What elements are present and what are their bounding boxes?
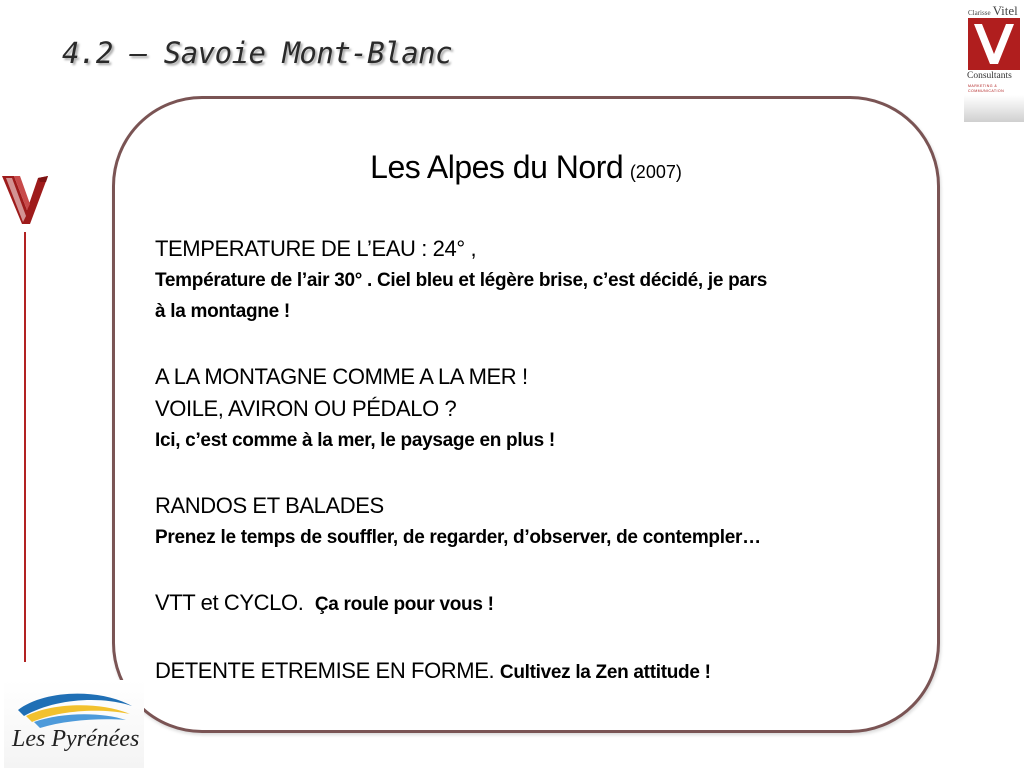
content-box [112, 96, 940, 733]
logo-last-name: Vitel [992, 3, 1018, 18]
les-pyrenees-logo-graphic [4, 680, 144, 768]
v-logo-icon [968, 18, 1020, 70]
mountain-sea-heading: A LA MONTAGNE COMME A LA MER ! [155, 364, 528, 389]
v-logo-icon [0, 172, 52, 228]
temperature-heading: TEMPERATURE DE L’EAU : 24° , [155, 236, 477, 261]
logo-tagline-line1: MARKETING & [968, 84, 998, 88]
bike-heading: VTT et CYCLO. [155, 590, 304, 615]
vitel-consultants-logo [964, 0, 1024, 122]
logo-tagline-line2: COMMUNICATION [968, 88, 1005, 93]
box-heading-title: Les Alpes du Nord [370, 149, 624, 185]
logo-tagline [968, 84, 1004, 93]
hike-text: Prenez le temps de souffler, de regarder, d’observer, de contempler… [155, 527, 761, 548]
logo-company-name: Consultants [967, 71, 1012, 81]
sail-heading: VOILE, AVIRON OU PÉDALO ? [155, 396, 457, 421]
box-heading [115, 149, 937, 186]
sail-text: Ici, c’est comme à la mer, le paysage en plus ! [155, 430, 555, 451]
hike-heading: RANDOS ET BALADES [155, 493, 384, 518]
temperature-text-line1: Température de l’air 30° . Ciel bleu et légère brise, c’est décidé, je pars [155, 270, 768, 291]
relax-heading: DETENTE ETREMISE EN FORME. [155, 658, 495, 683]
box-heading-year: (2007) [629, 162, 682, 182]
bike-line [155, 587, 915, 621]
box-body [155, 233, 915, 689]
slide-title: 4.2 – Savoie Mont-Blanc [62, 36, 453, 70]
temperature-text-line2: à la montagne ! [155, 301, 290, 322]
bike-text: Ça roule pour vous ! [314, 594, 494, 615]
relax-line [155, 655, 915, 689]
les-pyrenees-logo-text: Les Pyrénées [12, 726, 140, 752]
relax-text: Cultivez la Zen attitude ! [499, 662, 711, 683]
les-pyrenees-logo [4, 680, 144, 768]
left-decorative-line [24, 232, 26, 662]
logo-first-name: Clarisse [968, 9, 991, 17]
